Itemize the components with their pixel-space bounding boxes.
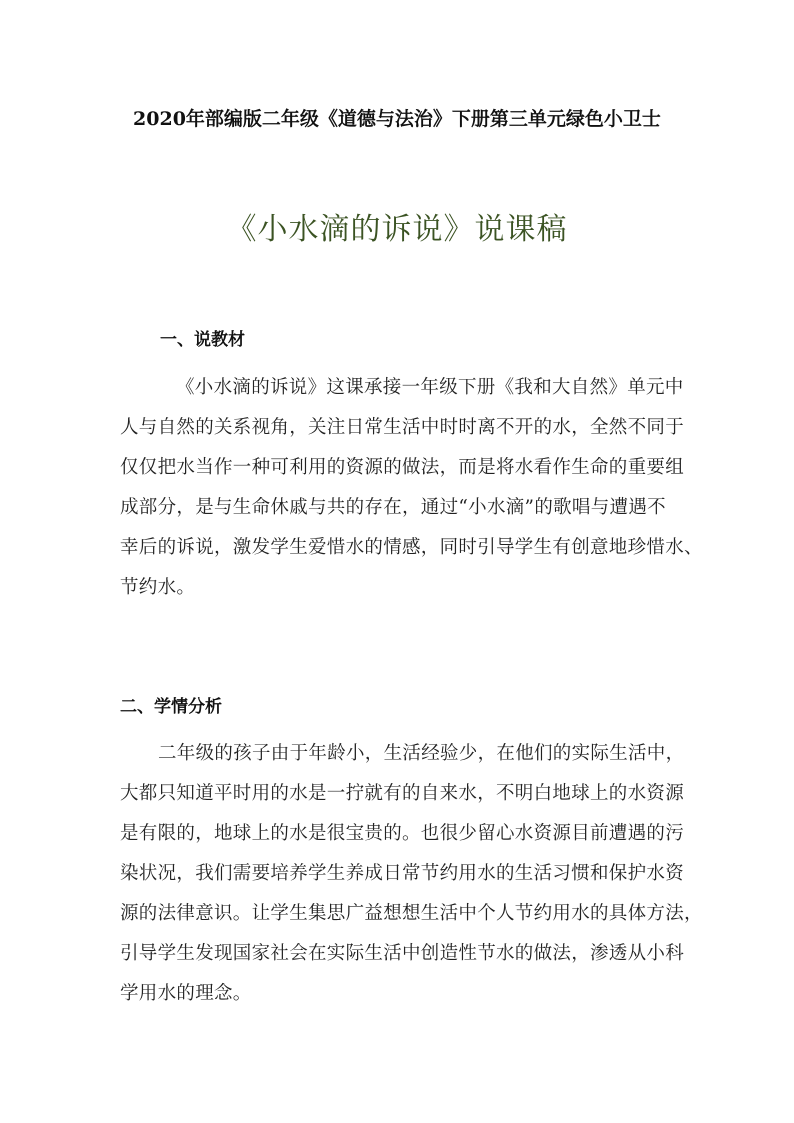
document-top-title: 2020年部编版二年级《道德与法治》下册第三单元绿色小卫士: [133, 108, 661, 130]
paragraph-line: 染状况，我们需要培养学生养成日常节约用水的生活习惯和保护水资: [120, 863, 685, 884]
section-paragraph-student-analysis: [120, 734, 703, 1014]
paragraph-line: 大都只知道平时用的水是一拧就有的自来水，不明白地球上的水资源: [120, 783, 685, 804]
paragraph-line: 引导学生发现国家社会在实际生活中创造性节水的做法，渗透从小科: [120, 943, 685, 964]
paragraph-line: 幸后的诉说，激发学生爱惜水的情感，同时引导学生有创意地珍惜水、: [120, 537, 703, 558]
paragraph-line: 人与自然的关系视角，关注日常生活中时时离不开的水，全然不同于: [120, 417, 685, 438]
paragraph-line: 节约水。: [120, 577, 196, 598]
paragraph-line: 是有限的，地球上的水是很宝贵的。也很少留心水资源目前遭遇的污: [120, 823, 685, 844]
paragraph-line: 成部分，是与生命休戚与共的存在，通过“小水滴”的歌唱与遭遇不: [120, 497, 666, 518]
paragraph-line: 源的法律意识。让学生集思广益想想生活中个人节约用水的具体方法，: [120, 903, 703, 924]
section-heading-textbook: 一、说教材: [160, 330, 245, 350]
paragraph-line: 二年级的孩子由于年龄小，生活经验少，在他们的实际生活中，: [158, 743, 685, 764]
section-heading-student-analysis: 二、学情分析: [120, 697, 222, 717]
paragraph-line: 《小水滴的诉说》这课承接一年级下册《我和大自然》单元中: [176, 377, 684, 398]
paragraph-line: 仅仅把水当作一种可利用的资源的做法，而是将水看作生命的重要组: [120, 457, 685, 478]
section-paragraph-textbook: [120, 368, 703, 608]
paragraph-line: 学用水的理念。: [120, 983, 252, 1004]
document-main-title: 《小水滴的诉说》说课稿: [226, 212, 568, 247]
